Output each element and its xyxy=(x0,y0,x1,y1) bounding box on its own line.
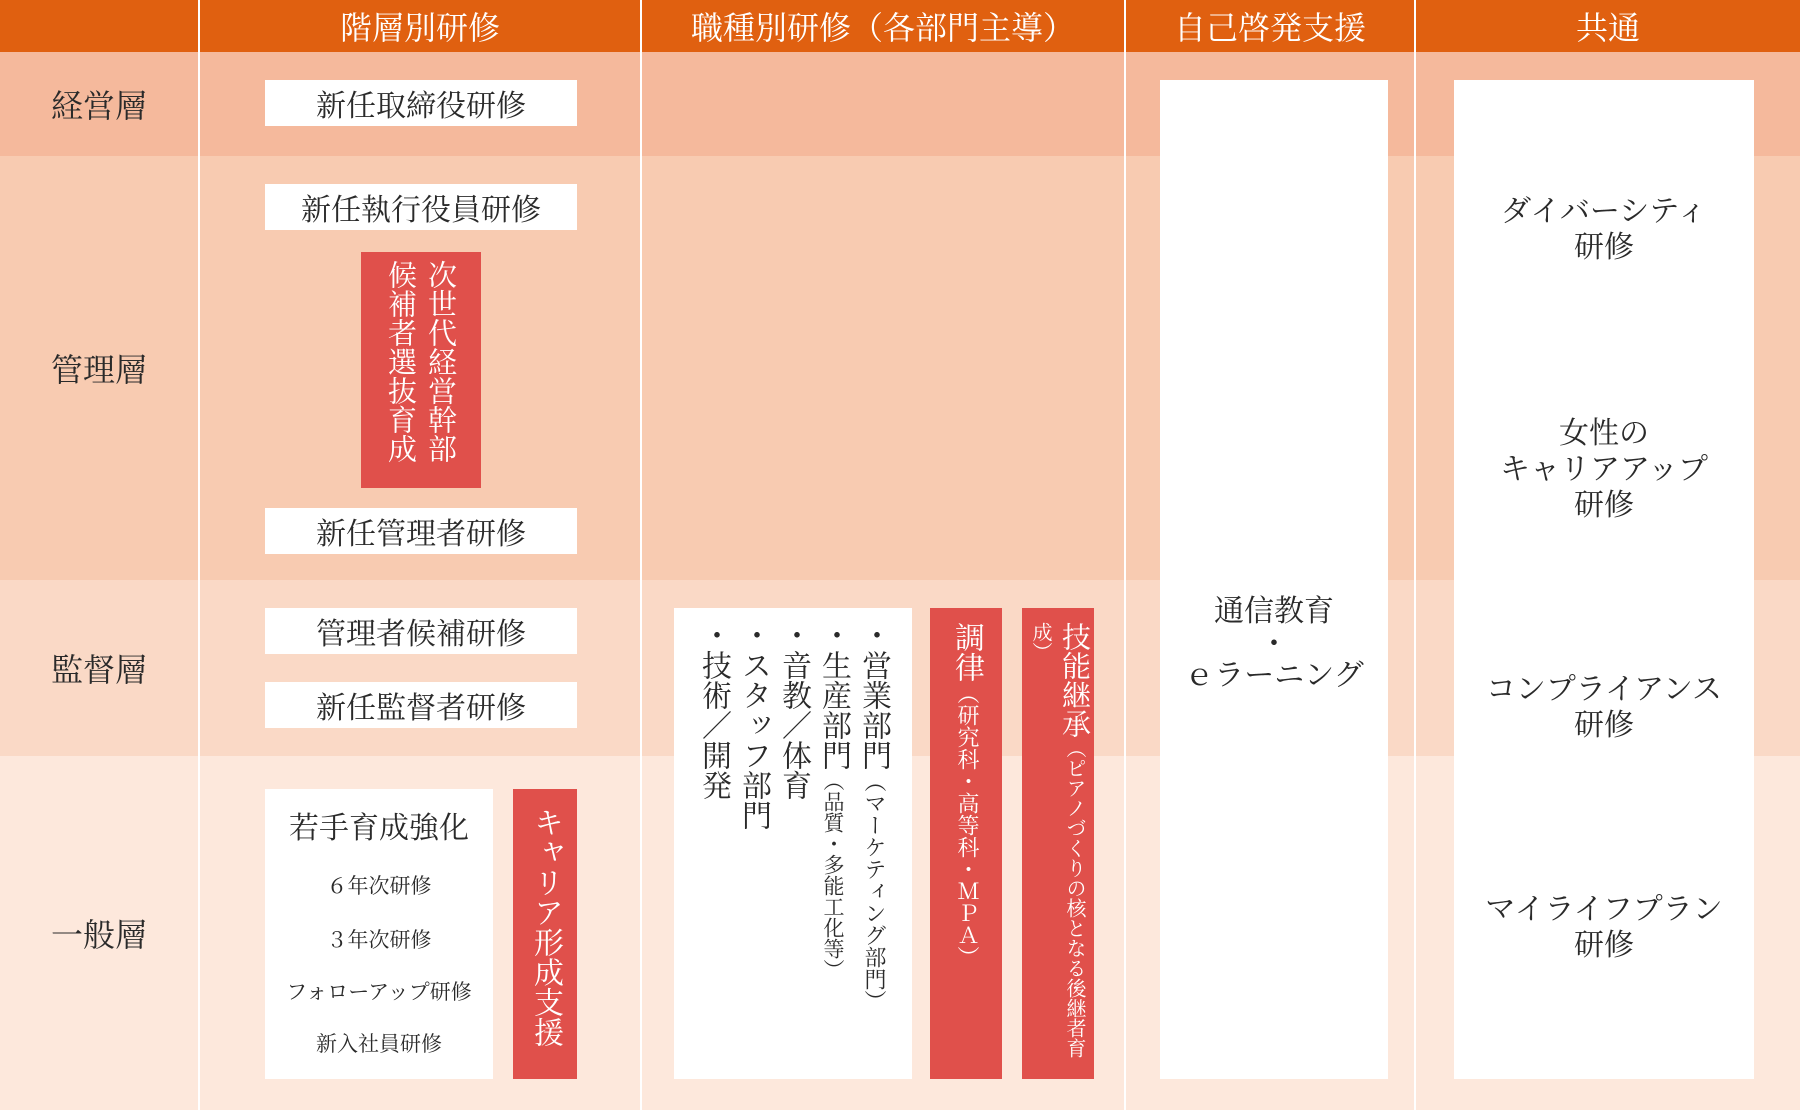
dept-production xyxy=(816,620,850,1079)
row-label-executive: 経営層 xyxy=(50,87,147,125)
women-line1: 女性の xyxy=(1559,416,1649,451)
header-common: 共通 xyxy=(1416,0,1800,52)
row-label-management: 管理層 xyxy=(50,351,147,389)
next-gen-line2: 候補者選抜育成 xyxy=(384,260,418,463)
self-dev-line3: ｅラーニング xyxy=(1184,658,1364,693)
training-newhire: 新入社員研修 xyxy=(316,1032,442,1056)
skill-text xyxy=(1024,622,1092,1079)
divider xyxy=(1414,0,1416,1110)
dept-production-main: ・生産部門 xyxy=(816,620,851,770)
compliance-line2: 研修 xyxy=(1574,708,1634,743)
divider xyxy=(640,0,642,1110)
dept-production-sub: （品質・多能工化等） xyxy=(821,770,845,980)
skill-main: 技能継承 xyxy=(1058,622,1092,738)
common-women-career xyxy=(1454,416,1754,524)
self-dev-line2: ・ xyxy=(1259,627,1289,662)
department-list-box xyxy=(674,608,912,1079)
training-new-manager: 新任管理者研修 xyxy=(265,508,577,554)
tuning-sub: （研究科・高等科・ＭＰＡ） xyxy=(954,682,979,968)
training-year6: ６年次研修 xyxy=(326,874,432,898)
women-line3: 研修 xyxy=(1574,488,1634,523)
dept-sales-main: ・営業部門 xyxy=(856,620,891,770)
next-gen-line1: 次世代経営幹部 xyxy=(424,260,458,463)
training-new-executive: 新任執行役員研修 xyxy=(265,184,577,230)
tuning-text xyxy=(949,622,983,1079)
row-label-general: 一般層 xyxy=(50,916,147,954)
young-development-box xyxy=(265,789,493,1079)
training-manager-candidate: 管理者候補研修 xyxy=(265,608,577,654)
lifeplan-line2: 研修 xyxy=(1574,928,1634,963)
header-blank xyxy=(0,0,198,52)
training-new-supervisor: 新任監督者研修 xyxy=(265,682,577,728)
training-followup: フォローアップ研修 xyxy=(286,980,472,1004)
dept-sales xyxy=(856,620,890,1079)
lifeplan-line1: マイライフプラン xyxy=(1485,892,1723,927)
common-box xyxy=(1454,80,1754,1079)
row-label-supervisor: 監督層 xyxy=(50,651,147,689)
header-job-type: 職種別研修（各部門主導） xyxy=(642,0,1124,52)
dept-tech: ・技術／開発 xyxy=(696,620,731,800)
tuning-main: 調律 xyxy=(949,622,984,682)
common-diversity xyxy=(1454,194,1754,266)
training-year3: ３年次研修 xyxy=(326,928,432,952)
self-dev-line1: 通信教育 xyxy=(1214,594,1334,629)
women-line2: キャリアアップ xyxy=(1500,452,1708,487)
divider xyxy=(198,0,200,1110)
header-self-development: 自己啓発支援 xyxy=(1126,0,1414,52)
diversity-line1: ダイバーシティ xyxy=(1501,194,1707,229)
common-lifeplan xyxy=(1454,892,1754,964)
young-development-title: 若手育成強化 xyxy=(289,811,469,846)
divider xyxy=(1124,0,1126,1110)
training-next-gen-leaders xyxy=(361,252,481,488)
dept-sales-sub: （マーケティング部門） xyxy=(861,770,886,1012)
header-hierarchy: 階層別研修 xyxy=(200,0,640,52)
career-support-label: キャリア形成支援 xyxy=(528,807,563,1047)
diversity-line2: 研修 xyxy=(1574,230,1634,265)
dept-music: ・音教／体育 xyxy=(776,620,811,800)
common-compliance xyxy=(1454,672,1754,744)
training-tuning xyxy=(930,608,1002,1079)
training-new-director: 新任取締役研修 xyxy=(265,80,577,126)
training-skill-succession xyxy=(1022,608,1094,1079)
self-development-box xyxy=(1160,80,1388,1079)
compliance-line1: コンプライアンス xyxy=(1485,672,1723,707)
dept-staff: ・スタッフ部門 xyxy=(736,620,771,830)
skill-sub: （ピアノづくりの核となる後継者育成） xyxy=(1029,622,1087,1058)
training-career-support xyxy=(513,789,577,1079)
